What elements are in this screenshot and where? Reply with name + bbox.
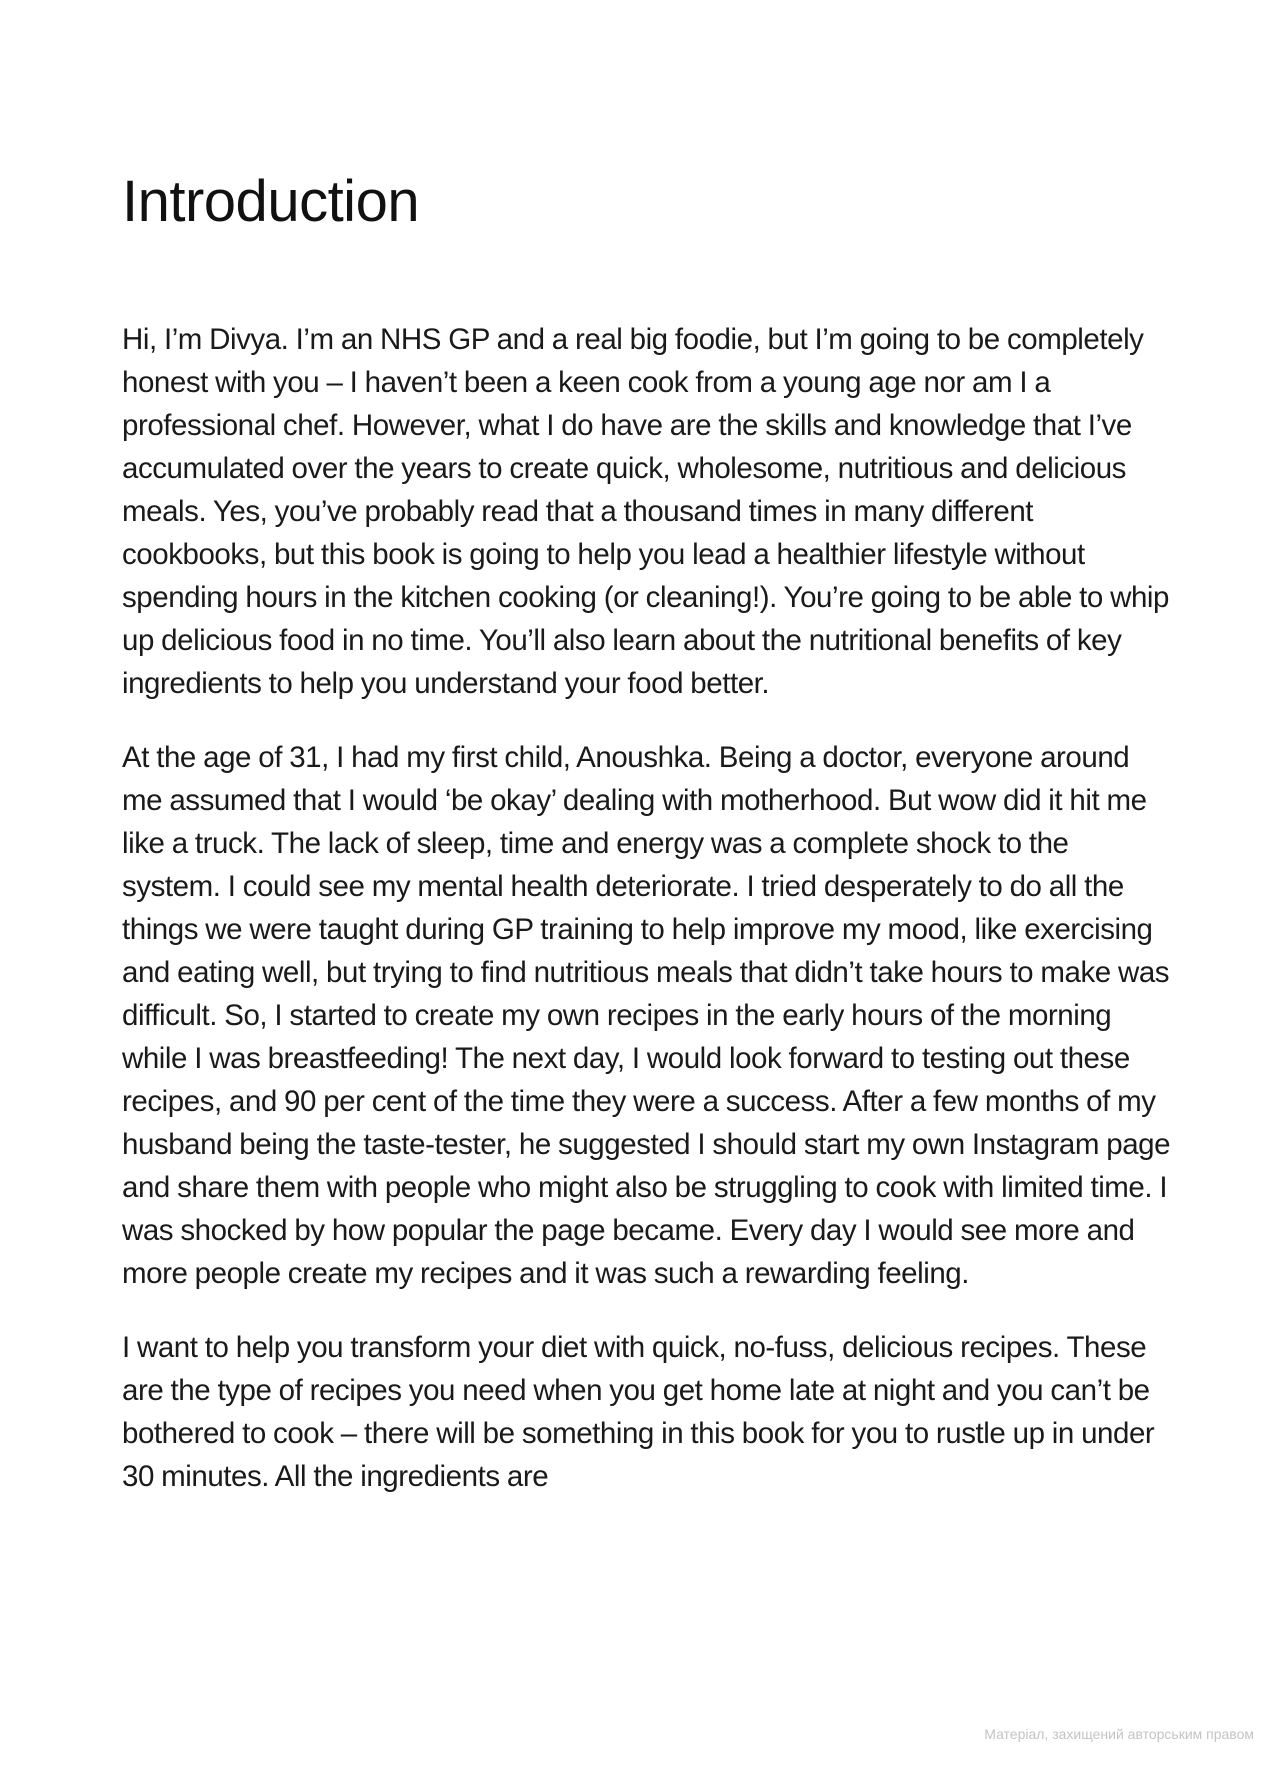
paragraph-transform-diet: I want to help you transform your diet with quick, no-fuss, delicious recipes. These are the type of recipes you need when you get home late at night and you can’t be bothered to cook – there will be something in this book for you to rustle up in under 30 minutes. All the ingredients are <box>122 1330 1155 1493</box>
paragraph-intro: Hi, I’m Divya. I’m an NHS GP and a real big foodie, but I’m going to be completely honest with you – I haven’t been a keen cook from a young age nor am I a professional chef. However, what I do have are the skills and knowledge that I’ve accumulated over the years to create quick, wholesome, nutritious and delicious meals. Yes, you’ve probably read that a thousand times in many different cookbooks, but this book is going to help you lead a healthier lifestyle without spending hours in the kitchen cooking (or cleaning!). You’re going to be able to whip up delicious food in no time. You’ll also learn about the nutritional benefits of key ingredients to help you understand your food better. <box>122 322 1169 700</box>
page-content <box>122 170 1174 1529</box>
page-title: Introduction <box>122 169 420 234</box>
paragraph-motherhood: At the age of 31, I had my first child, Anoushka. Being a doctor, everyone around me assumed that I would ‘be okay’ dealing with motherhood. But wow did it hit me like a truck. The lack of sleep, time and energy was a complete shock to the system. I could see my mental health deteriorate. I tried desperately to do all the things we were taught during GP training to help improve my mood, like exercising and eating well, but trying to find nutritious meals that didn’t take hours to make was difficult. So, I started to create my own recipes in the early hours of the morning while I was breastfeeding! The next day, I would look forward to testing out these recipes, and 90 per cent of the time they were a success. After a few months of my husband being the taste-tester, he suggested I should start my own Instagram page and share them with people who might also be struggling to cook with limited time. I was shocked by how popular the page became. Every day I would see more and more people create my recipes and it was such a rewarding feeling. <box>122 740 1171 1290</box>
copyright-watermark: Матеріал, захищений авторським правом <box>984 1726 1254 1742</box>
